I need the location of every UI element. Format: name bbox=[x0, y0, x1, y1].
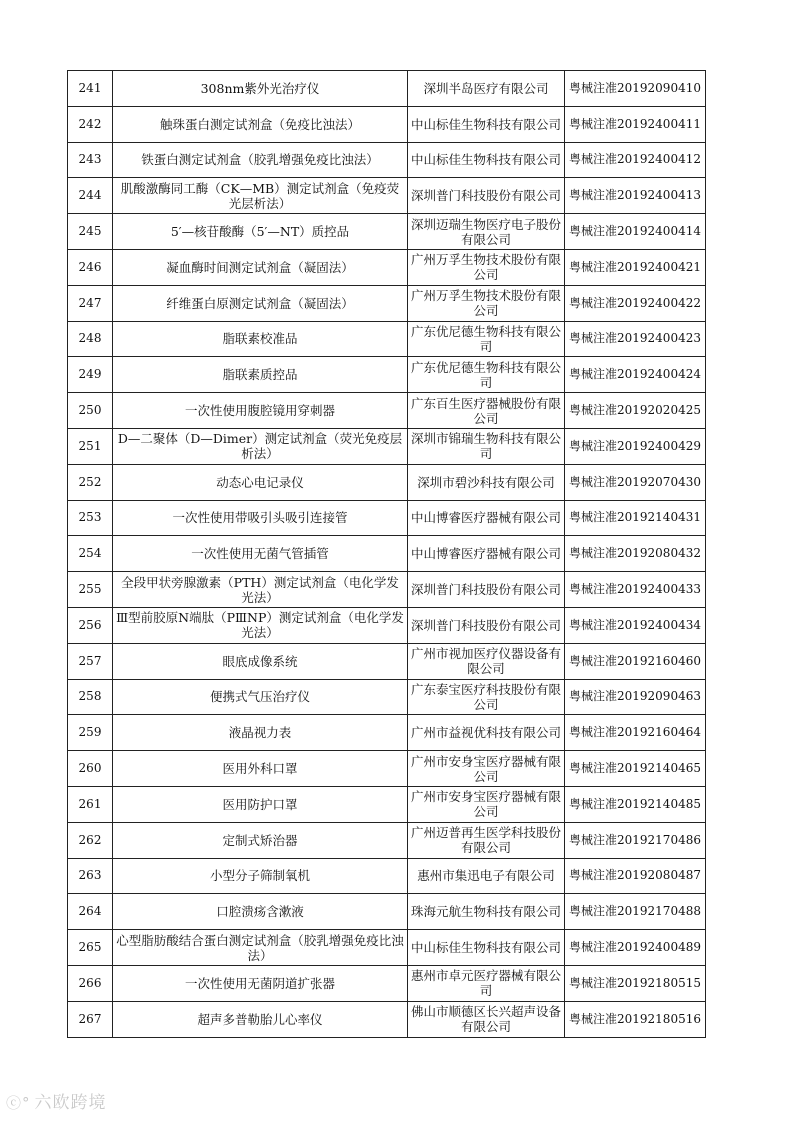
registration-number-cell bbox=[565, 321, 706, 357]
row-number: 258 bbox=[78, 689, 102, 704]
product-name: 定制式矫治器 bbox=[222, 832, 298, 848]
company-name-cell bbox=[408, 428, 565, 464]
company-name: 广州市视加医疗仪器设备有限公司 bbox=[410, 646, 561, 677]
product-name-cell bbox=[113, 536, 408, 572]
product-name-cell bbox=[113, 1001, 408, 1037]
row-number: 251 bbox=[78, 438, 102, 453]
company-name: 广州万孚生物技术股份有限公司 bbox=[410, 252, 561, 283]
registration-number: 粤械注准20192400424 bbox=[569, 367, 701, 382]
company-name-cell bbox=[408, 178, 565, 214]
product-name-cell bbox=[113, 249, 408, 285]
registration-number: 粤械注准20192140485 bbox=[569, 796, 701, 811]
company-name: 中山博睿医疗器械有限公司 bbox=[410, 510, 561, 526]
row-number-cell bbox=[68, 500, 113, 536]
registration-number-cell bbox=[565, 536, 706, 572]
product-name-cell bbox=[113, 965, 408, 1001]
table-row bbox=[68, 715, 706, 751]
registration-number: 粤械注准20192080487 bbox=[569, 868, 701, 883]
registration-number: 粤械注准20192400422 bbox=[569, 295, 701, 310]
product-name: 脂联素校准品 bbox=[222, 331, 298, 347]
registration-number-cell bbox=[565, 393, 706, 429]
product-name: Ⅲ型前胶原N端肽（PⅢNP）测定试剂盒（电化学发光法） bbox=[116, 610, 404, 641]
company-name-cell bbox=[408, 214, 565, 250]
product-name: 眼底成像系统 bbox=[222, 653, 298, 669]
row-number: 245 bbox=[78, 224, 102, 239]
registration-number: 粤械注准20192400412 bbox=[569, 152, 701, 167]
company-name: 广州迈普再生医学科技股份有限公司 bbox=[410, 825, 561, 856]
row-number: 248 bbox=[78, 331, 102, 346]
row-number-cell bbox=[68, 715, 113, 751]
registration-number: 粤械注准20192400433 bbox=[569, 582, 701, 597]
row-number-cell bbox=[68, 536, 113, 572]
product-name: 一次性使用腹腔镜用穿刺器 bbox=[184, 403, 335, 419]
row-number-cell bbox=[68, 858, 113, 894]
company-name: 深圳普门科技股份有限公司 bbox=[410, 188, 561, 204]
row-number-cell bbox=[68, 751, 113, 787]
row-number: 254 bbox=[78, 546, 102, 561]
company-name: 深圳普门科技股份有限公司 bbox=[410, 582, 561, 598]
registration-number: 粤械注准20192400429 bbox=[569, 438, 701, 453]
product-name: 心型脂肪酸结合蛋白测定试剂盒（胶乳增强免疫比浊法） bbox=[116, 932, 404, 963]
row-number-cell bbox=[68, 930, 113, 966]
company-name-cell bbox=[408, 285, 565, 321]
table-row bbox=[68, 572, 706, 608]
table-row bbox=[68, 249, 706, 285]
watermark bbox=[6, 1088, 107, 1113]
row-number-cell bbox=[68, 1001, 113, 1037]
table-row bbox=[68, 786, 706, 822]
product-name-cell bbox=[113, 822, 408, 858]
product-name-cell bbox=[113, 930, 408, 966]
row-number: 263 bbox=[78, 868, 102, 883]
table-row bbox=[68, 178, 706, 214]
registration-number: 粤械注准20192400489 bbox=[569, 940, 701, 955]
table-row bbox=[68, 428, 706, 464]
registration-number: 粤械注准20192160460 bbox=[569, 653, 701, 668]
row-number-cell bbox=[68, 321, 113, 357]
company-name: 广东百生医疗器械股份有限公司 bbox=[410, 395, 561, 426]
table-row bbox=[68, 142, 706, 178]
registration-number: 粤械注准20192400434 bbox=[569, 617, 701, 632]
registration-number-cell bbox=[565, 1001, 706, 1037]
company-name-cell bbox=[408, 822, 565, 858]
company-name: 深圳市锦瑞生物科技有限公司 bbox=[410, 431, 561, 462]
product-name-cell bbox=[113, 357, 408, 393]
company-name: 深圳市碧沙科技有限公司 bbox=[417, 474, 555, 490]
product-name: 一次性使用带吸引头吸引连接管 bbox=[172, 510, 348, 526]
registration-number-cell bbox=[565, 679, 706, 715]
registration-number: 粤械注准20192400423 bbox=[569, 331, 701, 346]
row-number: 262 bbox=[78, 832, 102, 847]
row-number-cell bbox=[68, 71, 113, 107]
row-number: 267 bbox=[78, 1011, 102, 1026]
product-name: 动态心电记录仪 bbox=[216, 474, 304, 490]
product-name-cell bbox=[113, 321, 408, 357]
registration-number-cell bbox=[565, 142, 706, 178]
registration-number-cell bbox=[565, 500, 706, 536]
table-row bbox=[68, 321, 706, 357]
registration-number-cell bbox=[565, 930, 706, 966]
product-name-cell bbox=[113, 500, 408, 536]
company-name-cell bbox=[408, 249, 565, 285]
registration-number-cell bbox=[565, 572, 706, 608]
product-name-cell bbox=[113, 178, 408, 214]
table-row bbox=[68, 393, 706, 429]
registration-number: 粤械注准20192070430 bbox=[569, 474, 701, 489]
registration-number: 粤械注准20192020425 bbox=[569, 403, 701, 418]
company-name-cell bbox=[408, 786, 565, 822]
product-name-cell bbox=[113, 142, 408, 178]
company-name: 广东优尼德生物科技有限公司 bbox=[410, 323, 561, 354]
row-number: 260 bbox=[78, 761, 102, 776]
company-name-cell bbox=[408, 106, 565, 142]
registration-number-cell bbox=[565, 178, 706, 214]
company-name: 中山标佳生物科技有限公司 bbox=[410, 152, 561, 168]
table-row bbox=[68, 643, 706, 679]
company-name-cell bbox=[408, 1001, 565, 1037]
registration-number-cell bbox=[565, 214, 706, 250]
product-name: 5′—核苷酸酶（5′—NT）质控品 bbox=[170, 224, 350, 240]
company-name-cell bbox=[408, 858, 565, 894]
table-row bbox=[68, 751, 706, 787]
company-name: 惠州市卓元医疗器械有限公司 bbox=[410, 968, 561, 999]
company-name-cell bbox=[408, 607, 565, 643]
registration-number: 粤械注准20192400413 bbox=[569, 188, 701, 203]
product-name-cell bbox=[113, 858, 408, 894]
company-name-cell bbox=[408, 464, 565, 500]
registration-number: 粤械注准20192170486 bbox=[569, 832, 701, 847]
registration-number: 粤械注准20192180516 bbox=[569, 1011, 701, 1026]
registration-number: 粤械注准20192400411 bbox=[569, 116, 701, 131]
company-name-cell bbox=[408, 357, 565, 393]
registration-number-cell bbox=[565, 357, 706, 393]
row-number: 259 bbox=[78, 725, 102, 740]
table-row bbox=[68, 536, 706, 572]
row-number: 244 bbox=[78, 188, 102, 203]
product-name: 308nm紫外光治疗仪 bbox=[200, 80, 320, 96]
company-name-cell bbox=[408, 572, 565, 608]
registration-number: 粤械注准20192180515 bbox=[569, 975, 701, 990]
product-name: 肌酸激酶同工酶（CK—MB）测定试剂盒（免疫荧光层析法） bbox=[120, 180, 400, 211]
product-name: 全段甲状旁腺激素（PTH）测定试剂盒（电化学发光法） bbox=[121, 574, 399, 605]
product-name: 脂联素质控品 bbox=[222, 367, 298, 383]
row-number-cell bbox=[68, 249, 113, 285]
row-number-cell bbox=[68, 285, 113, 321]
product-name-cell bbox=[113, 106, 408, 142]
company-name-cell bbox=[408, 321, 565, 357]
registration-number: 粤械注准20192080432 bbox=[569, 546, 701, 561]
row-number-cell bbox=[68, 679, 113, 715]
product-name-cell bbox=[113, 751, 408, 787]
table-row bbox=[68, 500, 706, 536]
registration-number: 粤械注准20192090463 bbox=[569, 689, 701, 704]
registration-number-cell bbox=[565, 786, 706, 822]
table-row bbox=[68, 214, 706, 250]
company-name: 深圳迈瑞生物医疗电子股份有限公司 bbox=[410, 216, 561, 247]
product-name: 小型分子筛制氧机 bbox=[209, 868, 310, 884]
registration-number-cell bbox=[565, 894, 706, 930]
row-number: 252 bbox=[78, 474, 102, 489]
company-name-cell bbox=[408, 930, 565, 966]
registration-number-cell bbox=[565, 858, 706, 894]
product-name-cell bbox=[113, 572, 408, 608]
registration-number-cell bbox=[565, 71, 706, 107]
registration-number-cell bbox=[565, 715, 706, 751]
table-row bbox=[68, 357, 706, 393]
registration-number-cell bbox=[565, 106, 706, 142]
row-number-cell bbox=[68, 464, 113, 500]
company-name-cell bbox=[408, 965, 565, 1001]
table-row bbox=[68, 71, 706, 107]
row-number-cell bbox=[68, 786, 113, 822]
row-number-cell bbox=[68, 572, 113, 608]
company-name: 广州万孚生物技术股份有限公司 bbox=[410, 288, 561, 319]
company-name: 珠海元航生物科技有限公司 bbox=[410, 904, 561, 920]
row-number-cell bbox=[68, 106, 113, 142]
company-name: 中山标佳生物科技有限公司 bbox=[410, 940, 561, 956]
table-row bbox=[68, 285, 706, 321]
company-name-cell bbox=[408, 894, 565, 930]
product-name: 触珠蛋白测定试剂盒（免疫比浊法） bbox=[159, 116, 360, 132]
registration-number: 粤械注准20192090410 bbox=[569, 80, 701, 95]
product-name: 纤维蛋白原测定试剂盒（凝固法） bbox=[166, 295, 354, 311]
product-name-cell bbox=[113, 214, 408, 250]
row-number-cell bbox=[68, 142, 113, 178]
company-name: 广东泰宝医疗科技股份有限公司 bbox=[410, 681, 561, 712]
registration-number: 粤械注准20192160464 bbox=[569, 725, 701, 740]
registration-number-cell bbox=[565, 643, 706, 679]
company-name: 惠州市集迅电子有限公司 bbox=[417, 868, 555, 884]
row-number-cell bbox=[68, 643, 113, 679]
company-name: 中山标佳生物科技有限公司 bbox=[410, 116, 561, 132]
table-row bbox=[68, 930, 706, 966]
product-name: 口腔溃疡含漱液 bbox=[216, 904, 304, 920]
row-number-cell bbox=[68, 393, 113, 429]
product-name-cell bbox=[113, 71, 408, 107]
product-name: D—二聚体（D—Dimer）测定试剂盒（荧光免疫层析法） bbox=[117, 431, 403, 462]
row-number: 265 bbox=[78, 940, 102, 955]
row-number-cell bbox=[68, 607, 113, 643]
registration-number-cell bbox=[565, 285, 706, 321]
company-name-cell bbox=[408, 751, 565, 787]
registration-number: 粤械注准20192140465 bbox=[569, 761, 701, 776]
registration-number: 粤械注准20192170488 bbox=[569, 904, 701, 919]
product-name: 医用防护口罩 bbox=[222, 796, 298, 812]
registration-number: 粤械注准20192400421 bbox=[569, 259, 701, 274]
product-name-cell bbox=[113, 464, 408, 500]
product-name: 凝血酶时间测定试剂盒（凝固法） bbox=[166, 259, 354, 275]
product-name-cell bbox=[113, 285, 408, 321]
table-row bbox=[68, 106, 706, 142]
table-row bbox=[68, 1001, 706, 1037]
row-number: 247 bbox=[78, 295, 102, 310]
registration-number-cell bbox=[565, 428, 706, 464]
registration-number-cell bbox=[565, 607, 706, 643]
company-name-cell bbox=[408, 536, 565, 572]
product-name: 便携式气压治疗仪 bbox=[209, 689, 310, 705]
company-name: 广州市益视优科技有限公司 bbox=[410, 725, 561, 741]
registration-number-cell bbox=[565, 249, 706, 285]
company-name-cell bbox=[408, 393, 565, 429]
product-name: 液晶视力表 bbox=[228, 725, 292, 741]
table-row bbox=[68, 858, 706, 894]
row-number: 241 bbox=[78, 80, 102, 95]
watermark-text: 六欧跨境 bbox=[34, 1093, 107, 1113]
product-name-cell bbox=[113, 607, 408, 643]
row-number: 242 bbox=[78, 116, 102, 131]
product-name: 超声多普勒胎儿心率仪 bbox=[197, 1011, 323, 1027]
company-name-cell bbox=[408, 679, 565, 715]
watermark-logo-icon: ⓒ° bbox=[6, 1094, 31, 1112]
row-number: 266 bbox=[78, 975, 102, 990]
table-row bbox=[68, 464, 706, 500]
row-number: 261 bbox=[78, 796, 102, 811]
row-number-cell bbox=[68, 214, 113, 250]
registration-number: 粤械注准20192140431 bbox=[569, 510, 701, 525]
company-name: 佛山市顺德区长兴超声设备有限公司 bbox=[410, 1004, 561, 1035]
product-name-cell bbox=[113, 679, 408, 715]
row-number: 243 bbox=[78, 152, 102, 167]
company-name: 深圳普门科技股份有限公司 bbox=[410, 617, 561, 633]
company-name: 广东优尼德生物科技有限公司 bbox=[410, 359, 561, 390]
company-name-cell bbox=[408, 500, 565, 536]
row-number: 264 bbox=[78, 904, 102, 919]
company-name-cell bbox=[408, 142, 565, 178]
row-number-cell bbox=[68, 178, 113, 214]
row-number: 255 bbox=[78, 582, 102, 597]
row-number-cell bbox=[68, 822, 113, 858]
registration-number-cell bbox=[565, 822, 706, 858]
row-number: 246 bbox=[78, 259, 102, 274]
company-name-cell bbox=[408, 71, 565, 107]
row-number: 253 bbox=[78, 510, 102, 525]
registration-number: 粤械注准20192400414 bbox=[569, 224, 701, 239]
registration-number-cell bbox=[565, 464, 706, 500]
table-row bbox=[68, 894, 706, 930]
company-name: 广州市安身宝医疗器械有限公司 bbox=[410, 789, 561, 820]
registration-number-cell bbox=[565, 965, 706, 1001]
registration-number-cell bbox=[565, 751, 706, 787]
row-number: 256 bbox=[78, 617, 102, 632]
registration-table bbox=[67, 70, 706, 1038]
company-name-cell bbox=[408, 715, 565, 751]
product-name: 铁蛋白测定试剂盒（胶乳增强免疫比浊法） bbox=[141, 152, 379, 168]
row-number-cell bbox=[68, 357, 113, 393]
product-name-cell bbox=[113, 715, 408, 751]
row-number: 257 bbox=[78, 653, 102, 668]
table-row bbox=[68, 822, 706, 858]
table-row bbox=[68, 679, 706, 715]
product-name: 医用外科口罩 bbox=[222, 761, 298, 777]
product-name-cell bbox=[113, 428, 408, 464]
product-name-cell bbox=[113, 786, 408, 822]
table-row bbox=[68, 607, 706, 643]
row-number: 250 bbox=[78, 403, 102, 418]
company-name: 中山博睿医疗器械有限公司 bbox=[410, 546, 561, 562]
product-name-cell bbox=[113, 643, 408, 679]
row-number: 249 bbox=[78, 367, 102, 382]
table-row bbox=[68, 965, 706, 1001]
row-number-cell bbox=[68, 894, 113, 930]
company-name: 深圳半岛医疗有限公司 bbox=[423, 80, 549, 96]
company-name-cell bbox=[408, 643, 565, 679]
row-number-cell bbox=[68, 965, 113, 1001]
product-name: 一次性使用无菌阴道扩张器 bbox=[184, 975, 335, 991]
product-name: 一次性使用无菌气管插管 bbox=[191, 546, 329, 562]
company-name: 广州市安身宝医疗器械有限公司 bbox=[410, 753, 561, 784]
product-name-cell bbox=[113, 894, 408, 930]
product-name-cell bbox=[113, 393, 408, 429]
row-number-cell bbox=[68, 428, 113, 464]
